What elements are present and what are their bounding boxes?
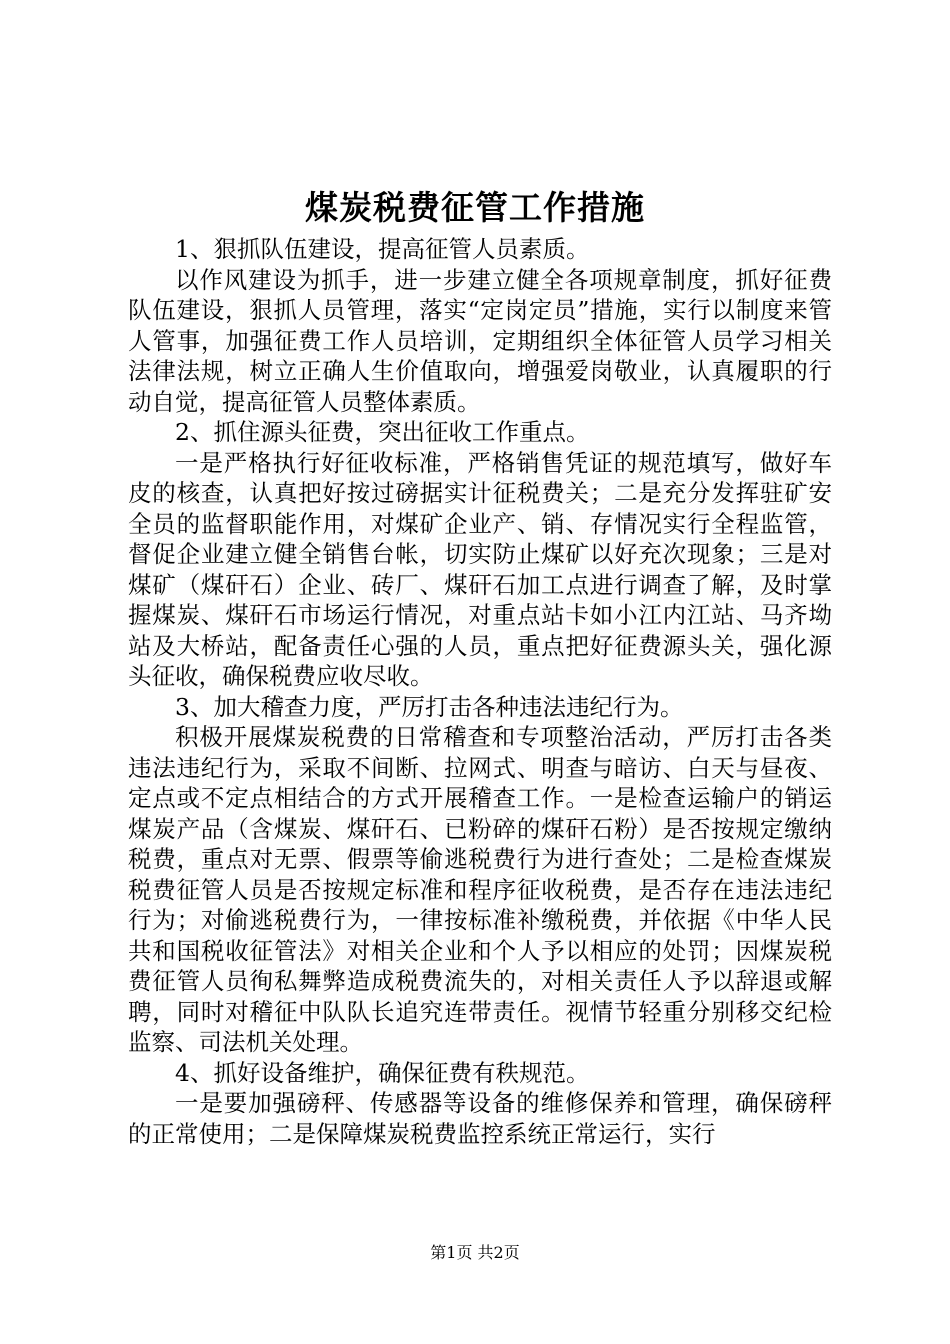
section-heading-4: 4、抓好设备维护，确保征费有秩规范。 xyxy=(175,1058,590,1087)
section-heading-3: 3、加大稽查力度，严厉打击各种违法违纪行为。 xyxy=(175,692,684,721)
paragraph-2: 一是严格执行好征收标准，严格销售凭证的规范填写，做好车皮的核查，认真把好按过磅据实计征税费关；二是充分发挥驻矿安全员的监督职能作用，对煤矿企业产、销、存情况实行全程监管，督促企业建立健全销售台帐，切实防止煤矿以好充次现象；三是对煤矿（煤矸石）企业、砖厂、煤矸石加工点进行调查了解，及时掌握煤炭、煤矸石市场运行情况，对重点站卡如小江内江站、马齐坳站及大桥站，配备责任心强的人员，重点把好征费源头关，强化源头征收，确保税费应收尽收。 xyxy=(128,448,832,690)
paragraph-3: 积极开展煤炭税费的日常稽查和专项整治活动，严厉打击各类违法违纪行为，采取不间断、拉网式、明查与暗访、白天与昼夜、定点或不定点相结合的方式开展稽查工作。一是检查运输户的销运煤炭产品（含煤炭、煤矸石、已粉碎的煤矸石粉）是否按规定缴纳税费，重点对无票、假票等偷逃税费行为进行查处；二是检查煤炭税费征管人员是否按规定标准和程序征收税费，是否存在违法违纪行为；对偷逃税费行为，一律按标准补缴税费，并依据《中华人民共和国税收征管法》对相关企业和个人予以相应的处罚；因煤炭税费征管人员徇私舞弊造成税费流失的，对相关责任人予以辞退或解聘，同时对稽征中队队长追究连带责任。视情节轻重分别移交纪检监察、司法机关处理。 xyxy=(128,723,832,1056)
paragraph-1: 以作风建设为抓手，进一步建立健全各项规章制度，抓好征费队伍建设，狠抓人员管理，落实“定岗定员”措施，实行以制度来管人管事，加强征费工作人员培训，定期组织全体征管人员学习相关法律法规，树立正确人生价值取向，增强爱岗敬业，认真履职的行动自觉，提高征管人员整体素质。 xyxy=(128,265,832,416)
document-body xyxy=(128,234,832,1149)
section-heading-1: 1、狠抓队伍建设，提高征管人员素质。 xyxy=(175,235,590,263)
page-footer: 第1页 共2页 xyxy=(430,1243,520,1262)
paragraph-4: 一是要加强磅秤、传感器等设备的维修保养和管理，确保磅秤的正常使用；二是保障煤炭税费监控系统正常运行，实行 xyxy=(128,1089,832,1148)
section-heading-2: 2、抓住源头征费，突出征收工作重点。 xyxy=(175,418,590,446)
document-title: 煤炭税费征管工作措施 xyxy=(305,188,645,227)
